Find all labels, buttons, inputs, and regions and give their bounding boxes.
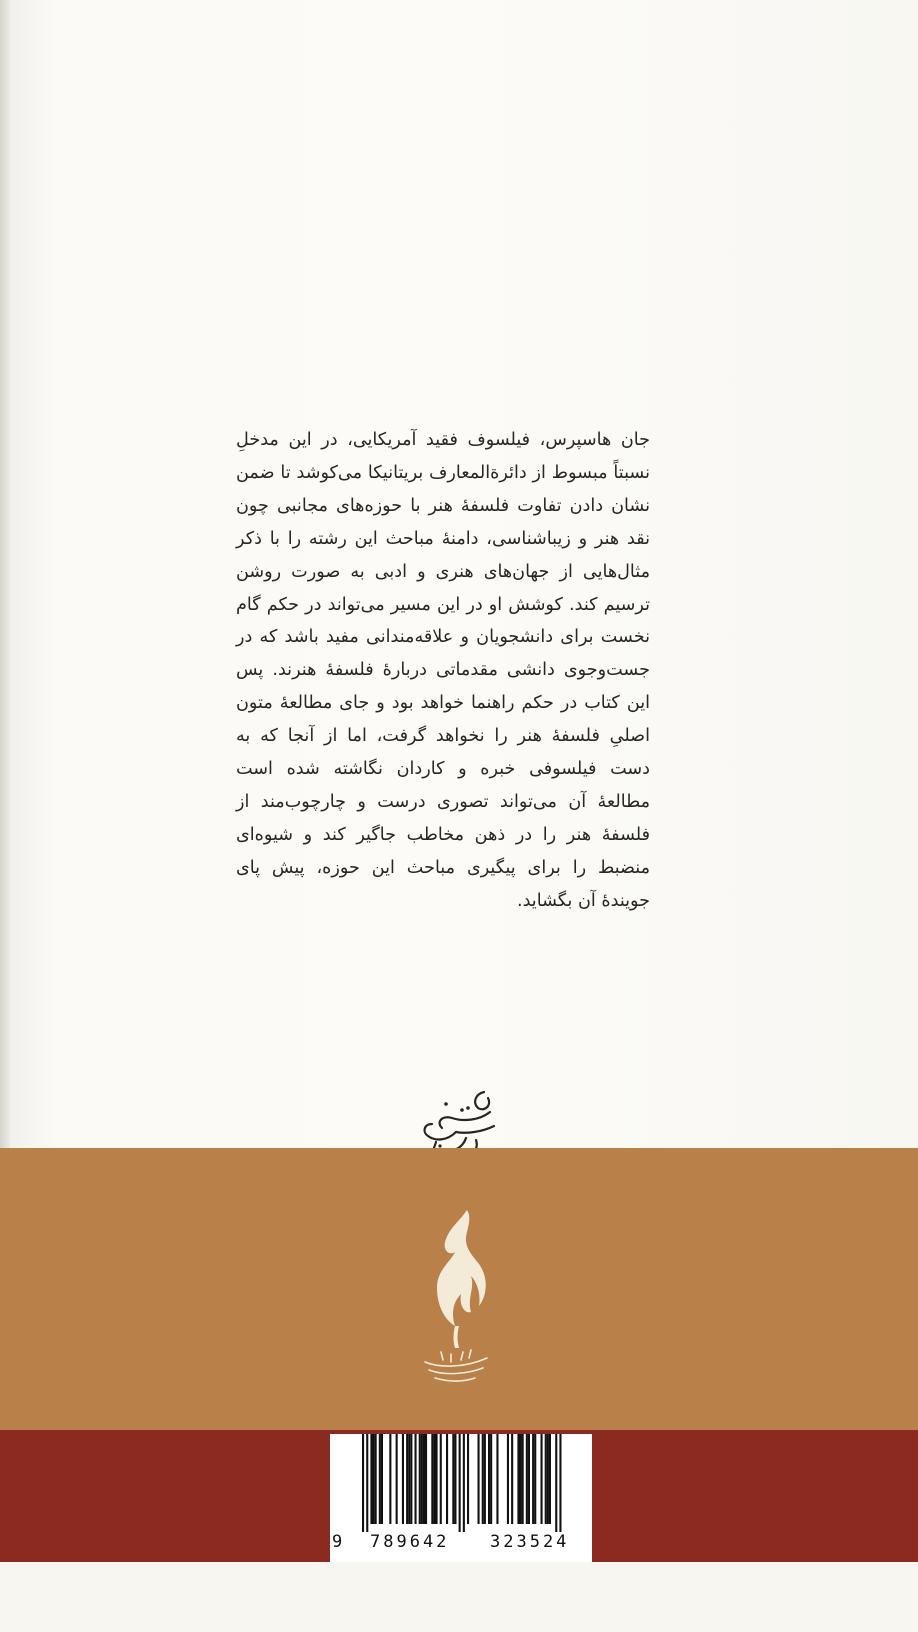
- barcode-bar: [425, 1434, 427, 1524]
- barcode-bar: [436, 1434, 438, 1524]
- barcode-bar: [490, 1434, 492, 1524]
- barcode-bar: [488, 1434, 490, 1524]
- flame-logo-icon: [405, 1202, 505, 1392]
- barcode-group-2: 323524: [490, 1532, 570, 1552]
- barcode-bar: [375, 1434, 377, 1524]
- barcode-group-1: 789642: [370, 1532, 450, 1552]
- barcode-bar: [484, 1434, 486, 1524]
- barcode-bar: [541, 1434, 543, 1524]
- barcode-bar: [496, 1434, 498, 1524]
- barcode-bar: [410, 1434, 412, 1524]
- barcode-bar: [452, 1434, 454, 1524]
- barcode-bar: [549, 1434, 551, 1524]
- barcode-lead-digit: 9: [332, 1532, 343, 1552]
- barcode-bar: [389, 1434, 391, 1524]
- barcode-bar: [534, 1434, 536, 1524]
- barcode: [330, 1434, 592, 1562]
- barcode-bar: [419, 1434, 421, 1524]
- barcode-bar: [423, 1434, 425, 1524]
- barcode-bar: [478, 1434, 480, 1524]
- barcode-bar: [459, 1434, 461, 1532]
- barcode-bar: [520, 1434, 522, 1524]
- barcode-bar: [545, 1434, 547, 1524]
- barcode-bar: [379, 1434, 381, 1524]
- barcode-bar: [431, 1434, 433, 1524]
- barcode-bar: [370, 1434, 372, 1524]
- barcode-bar: [454, 1434, 456, 1524]
- barcode-bar: [373, 1434, 375, 1524]
- barcode-bar: [408, 1434, 410, 1524]
- barcode-bar: [366, 1434, 368, 1532]
- barcode-bar: [522, 1434, 524, 1524]
- barcode-bar: [482, 1434, 484, 1524]
- barcode-bar: [440, 1434, 442, 1524]
- barcode-bar: [526, 1434, 528, 1524]
- barcode-bar: [559, 1434, 561, 1532]
- barcode-bar: [446, 1434, 448, 1524]
- barcode-bar: [433, 1434, 435, 1524]
- barcode-bar: [362, 1434, 364, 1532]
- barcode-bar: [507, 1434, 509, 1524]
- barcode-bar: [415, 1434, 417, 1524]
- barcode-bar: [406, 1434, 408, 1524]
- barcode-bar: [528, 1434, 530, 1524]
- barcode-bar: [555, 1434, 557, 1532]
- barcode-bar: [402, 1434, 404, 1524]
- barcode-bar: [381, 1434, 383, 1524]
- barcode-bar: [467, 1434, 469, 1524]
- barcode-icon: [340, 1434, 584, 1534]
- barcode-bar: [517, 1434, 519, 1524]
- barcode-bar: [463, 1434, 465, 1532]
- isbn-digits: [330, 1532, 592, 1558]
- barcode-bar: [396, 1434, 398, 1524]
- barcode-bar: [547, 1434, 549, 1524]
- barcode-bar: [421, 1434, 423, 1524]
- back-cover-blurb: جان هاسپرس، فیلسوف فقید آمریکایی، در این مدخلِ نسبتاً مبسوط از دائرة‌المعارف بریتانیکا می‌کوشد تا ضمن نشان دادن تفاوت فلسفهٔ هنر با حوزه‌های مجانبی چون نقد هنر و زیباشناسی، دامنهٔ مباحث این رشته را با ذکر مثال‌هایی از جهان‌های هنری و ادبی به صورت روشن ترسیم کند. کوشش او در این مسیر می‌تواند در حکم گام نخست برای دانشجویان و علاقه‌مندانی مفید باشد که در جست‌وجوی دانشی مقدماتی دربارهٔ فلسفهٔ هنرند. پس این کتاب در حکم راهنما خواهد بود و جای مطالعهٔ متون اصلیِ فلسفهٔ هنر را نخواهد گرفت، اما از آنجا که به دست فیلسوفی خبره و کاردان نگاشته شده است مطالعهٔ آن می‌تواند تصوری درست و چارچوب‌مند از فلسفهٔ هنر را در ذهن مخاطب جاگیر کند و شیوه‌ای منضبط را برای پیگیری مباحث این حوزه، پیش پای جویندهٔ آن بگشاید.: [236, 430, 650, 911]
- barcode-bar: [532, 1434, 534, 1524]
- barcode-bar: [511, 1434, 513, 1524]
